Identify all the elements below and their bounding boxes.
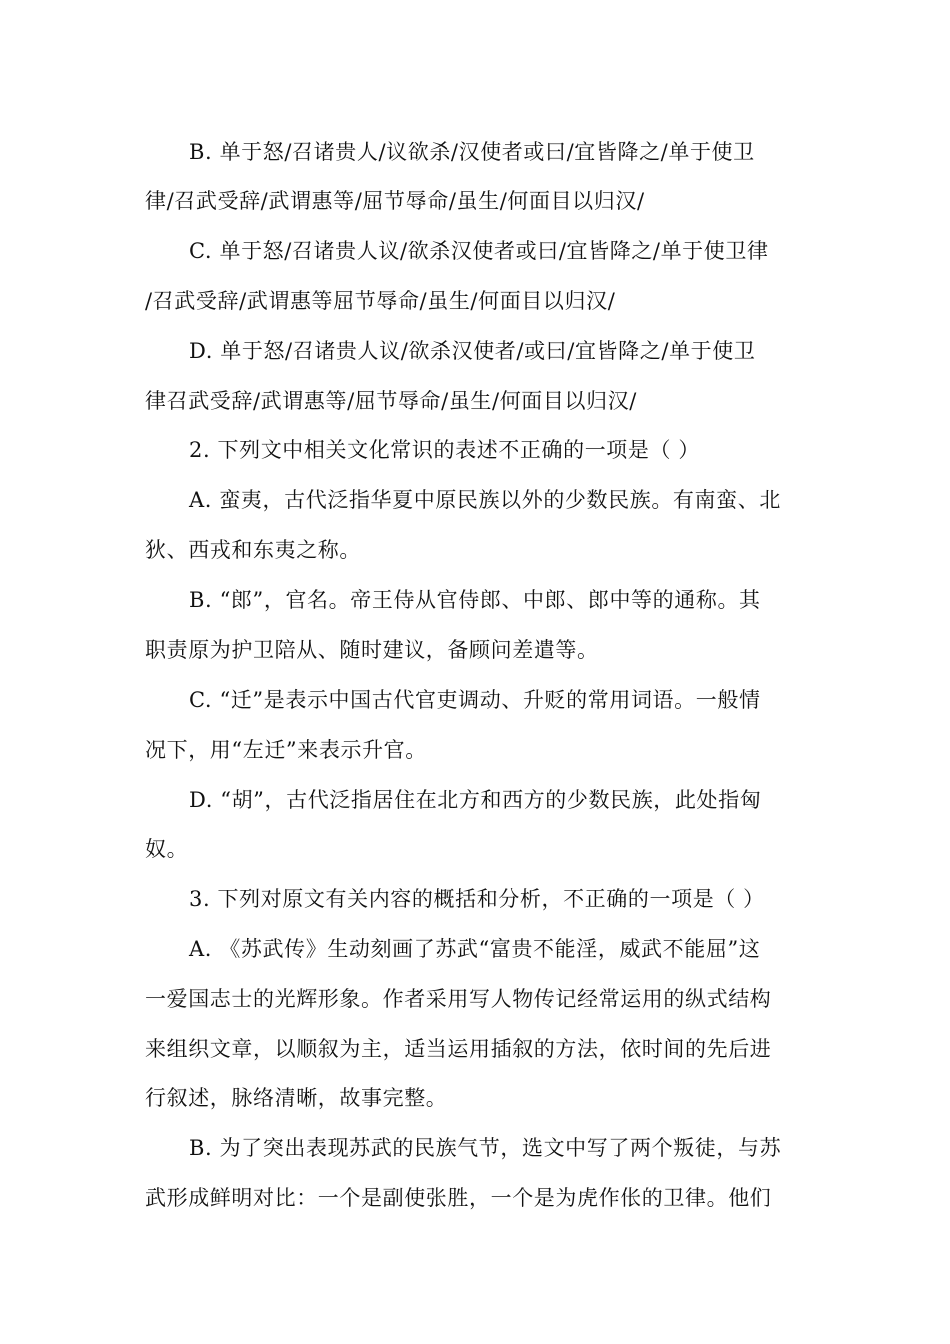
q2-option-d-line-1: D. “胡”，古代泛指居住在北方和西方的少数民族，此处指匈	[189, 788, 762, 812]
q3-option-b-line-2: 武形成鲜明对比：一个是副使张胜，一个是为虎作伥的卫律。他们	[145, 1186, 772, 1210]
q3-option-a-line-3: 来组织文章，以顺叙为主，适当运用插叙的方法，依时间的先后进	[145, 1037, 772, 1061]
option-c-punctuation-line-1: C. 单于怒/召诸贵人议/欲杀汉使者或曰/宜皆降之/单于使卫律	[189, 239, 769, 263]
q3-option-a-line-4: 行叙述，脉络清晰，故事完整。	[145, 1086, 448, 1110]
q2-option-b-line-2: 职责原为护卫陪从、随时建议，备顾问差遣等。	[145, 638, 599, 662]
q2-option-a-line-1: A. 蛮夷，古代泛指华夏中原民族以外的少数民族。有南蛮、北	[189, 488, 781, 512]
option-d-punctuation-line-2: 律召武受辞/武谓惠等/屈节辱命/虽生/何面目以归汉/	[145, 389, 637, 413]
option-b-punctuation-line-1: B. 单于怒/召诸贵人/议欲杀/汉使者或曰/宜皆降之/单于使卫	[189, 140, 755, 164]
option-d-punctuation-line-1: D. 单于怒/召诸贵人议/欲杀汉使者/或曰/宜皆降之/单于使卫	[189, 339, 756, 363]
question-2-stem: 2. 下列文中相关文化常识的表述不正确的一项是（ ）	[189, 438, 700, 462]
q3-option-b-line-1: B. 为了突出表现苏武的民族气节，选文中写了两个叛徒，与苏	[189, 1136, 782, 1160]
q2-option-d-line-2: 奴。	[145, 837, 189, 861]
q3-option-a-line-2: 一爱国志士的光辉形象。作者采用写人物传记经常运用的纵式结构	[145, 987, 772, 1011]
q2-option-c-line-1: C. “迁”是表示中国古代官吏调动、升贬的常用词语。一般情	[189, 688, 761, 712]
option-b-punctuation-line-2: 律/召武受辞/武谓惠等/屈节辱命/虽生/何面目以归汉/	[145, 189, 645, 213]
question-3-stem: 3. 下列对原文有关内容的概括和分析，不正确的一项是（ ）	[189, 887, 765, 911]
q2-option-b-line-1: B. “郎”，官名。帝王侍从官侍郎、中郎、郎中等的通称。其	[189, 588, 761, 612]
q3-option-a-line-1: A. 《苏武传》生动刻画了苏武“富贵不能淫，威武不能屈”这	[189, 937, 761, 961]
q2-option-a-line-2: 狄、西戎和东夷之称。	[145, 538, 361, 562]
q2-option-c-line-2: 况下，用“左迁”来表示升官。	[145, 738, 427, 762]
option-c-punctuation-line-2: /召武受辞/武谓惠等屈节辱命/虽生/何面目以归汉/	[145, 289, 616, 313]
